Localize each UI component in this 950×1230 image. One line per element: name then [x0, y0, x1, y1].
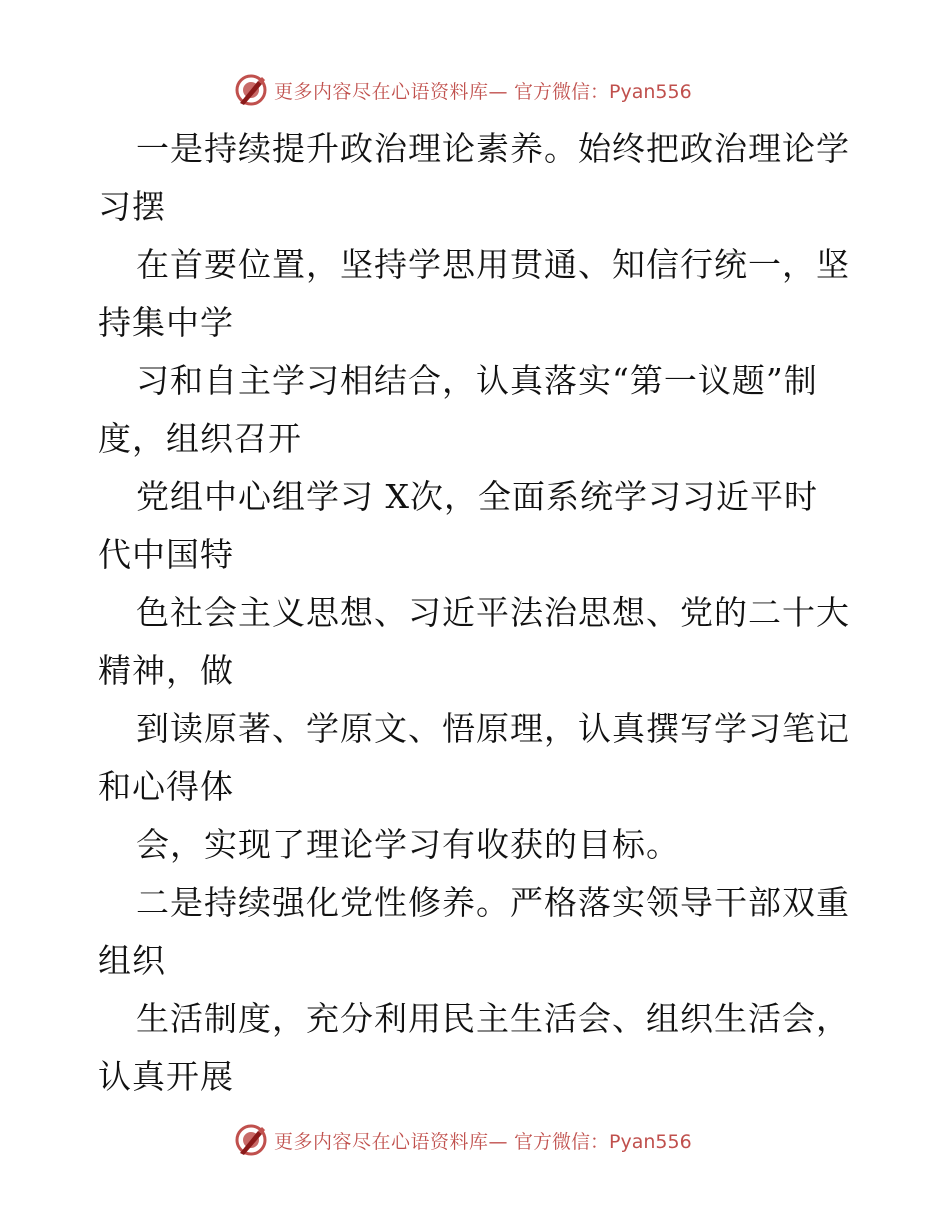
- text-line: 生活制度，充分利用民主生活会、组织生活会，: [136, 999, 850, 1038]
- watermark-library-text: 更多内容尽在心语资料库—: [274, 1130, 509, 1153]
- watermark-footer: [234, 1122, 692, 1158]
- pen-logo-icon: [234, 1123, 268, 1157]
- text-line: 代中国特: [98, 535, 234, 574]
- text-line: 精神，做: [98, 651, 234, 690]
- text-line: 一是持续提升政治理论素养。始终把政治理论学: [136, 129, 850, 168]
- text-line: 认真开展: [98, 1057, 234, 1096]
- watermark-header: [234, 72, 692, 108]
- document-body: [98, 120, 858, 1106]
- text-line: 到读原著、学原文、悟原理，认真撰写学习笔记: [136, 709, 850, 748]
- text-line: 习摆: [98, 187, 166, 226]
- text-line: 习和自主学习相结合，认真落实“第一议题”制: [136, 361, 818, 400]
- text-line: 二是持续强化党性修养。严格落实领导干部双重: [136, 883, 850, 922]
- pen-logo-icon: [234, 73, 268, 107]
- watermark-library-text: 更多内容尽在心语资料库—: [274, 80, 509, 103]
- text-line: 党组中心组学习 X次，全面系统学习习近平时: [136, 477, 818, 516]
- text-line: 持集中学: [98, 303, 234, 342]
- text-line: 会，实现了理论学习有收获的目标。: [136, 825, 680, 864]
- text-line: 色社会主义思想、习近平法治思想、党的二十大: [136, 593, 850, 632]
- watermark-wechat-text: 官方微信：Pyan556: [514, 80, 692, 103]
- text-line: 度，组织召开: [98, 419, 302, 458]
- watermark-wechat-text: 官方微信：Pyan556: [514, 1130, 692, 1153]
- text-line: 在首要位置，坚持学思用贯通、知信行统一，坚: [136, 245, 850, 284]
- text-line: 组织: [98, 941, 166, 980]
- text-line: 和心得体: [98, 767, 234, 806]
